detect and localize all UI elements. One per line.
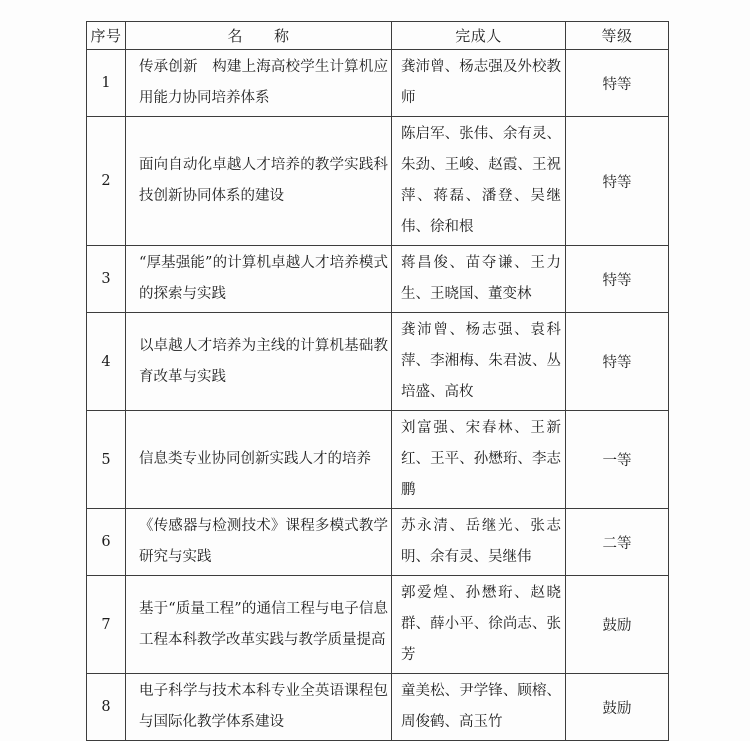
project-name: 信息类专业协同创新实践人才的培养 <box>126 411 392 509</box>
awards-table <box>86 21 669 741</box>
header-contributors: 完成人 <box>392 22 566 50</box>
contributors: 龚沛曾、杨志强、袁科萍、李湘梅、朱君波、丛培盛、高枚 <box>392 313 566 411</box>
table-row <box>87 509 669 576</box>
contributors: 蒋昌俊、苗夺谦、王力生、王晓国、董变林 <box>392 246 566 313</box>
project-name: 以卓越人才培养为主线的计算机基础教育改革与实践 <box>126 313 392 411</box>
header-serial-number: 序号 <box>87 22 126 50</box>
table-row <box>87 411 669 509</box>
grade: 一等 <box>566 411 669 509</box>
grade: 特等 <box>566 313 669 411</box>
table-header-row <box>87 22 669 50</box>
grade: 特等 <box>566 117 669 246</box>
contributors: 苏永清、岳继光、张志明、余有灵、吴继伟 <box>392 509 566 576</box>
row-number: 5 <box>87 411 126 509</box>
table-row <box>87 117 669 246</box>
grade: 特等 <box>566 50 669 117</box>
table-row <box>87 576 669 674</box>
contributors: 童美松、尹学锋、顾榕、周俊鹤、高玉竹 <box>392 674 566 741</box>
row-number: 2 <box>87 117 126 246</box>
row-number: 6 <box>87 509 126 576</box>
table-row <box>87 674 669 741</box>
table-row <box>87 313 669 411</box>
row-number: 7 <box>87 576 126 674</box>
row-number: 4 <box>87 313 126 411</box>
contributors: 陈启军、张伟、余有灵、朱劲、王峻、赵霞、王祝萍、蒋磊、潘登、吴继伟、徐和根 <box>392 117 566 246</box>
project-name: “厚基强能”的计算机卓越人才培养模式的探索与实践 <box>126 246 392 313</box>
project-name: 面向自动化卓越人才培养的教学实践科技创新协同体系的建设 <box>126 117 392 246</box>
row-number: 8 <box>87 674 126 741</box>
grade: 特等 <box>566 246 669 313</box>
project-name: 电子科学与技术本科专业全英语课程包与国际化教学体系建设 <box>126 674 392 741</box>
contributors: 龚沛曾、杨志强及外校教师 <box>392 50 566 117</box>
grade: 鼓励 <box>566 576 669 674</box>
table-row <box>87 50 669 117</box>
contributors: 刘富强、宋春林、王新红、王平、孙懋珩、李志鹏 <box>392 411 566 509</box>
header-grade: 等级 <box>566 22 669 50</box>
header-project-name: 名 称 <box>126 22 392 50</box>
contributors: 郭爱煌、孙懋珩、赵晓群、薛小平、徐尚志、张芳 <box>392 576 566 674</box>
project-name: 传承创新 构建上海高校学生计算机应用能力协同培养体系 <box>126 50 392 117</box>
row-number: 1 <box>87 50 126 117</box>
project-name: 《传感器与检测技术》课程多模式教学研究与实践 <box>126 509 392 576</box>
row-number: 3 <box>87 246 126 313</box>
grade: 鼓励 <box>566 674 669 741</box>
table-row <box>87 246 669 313</box>
project-name: 基于“质量工程”的通信工程与电子信息工程本科教学改革实践与教学质量提高 <box>126 576 392 674</box>
grade: 二等 <box>566 509 669 576</box>
